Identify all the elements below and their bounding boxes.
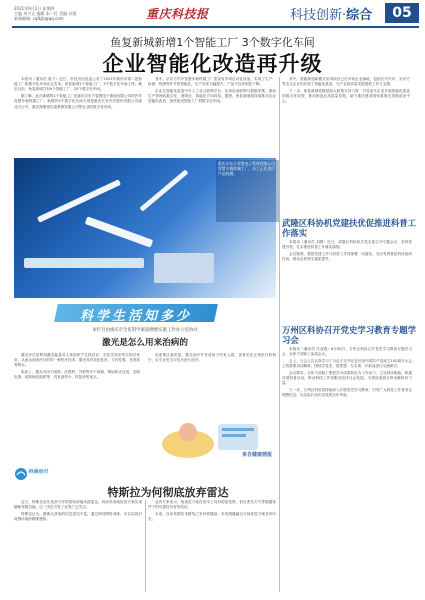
- bottom-banner-label: 科海拾贝: [28, 469, 49, 475]
- robot-arm-shape: [139, 169, 188, 211]
- paragraph: 本报讯（通讯员 敖力）近日，市经济信息委公布了2021年重庆市第二批智能工厂和数字化车间认定名单，鱼复新城1个智能工厂、3个数字化车间上榜。截至目前，鱼复新城共有9个智能工厂、20个数字化车间。: [14, 77, 142, 92]
- illustration: [148, 414, 276, 462]
- paragraph: 会议要求，全体干部职工要把学习成果转化为工作动力，立足科协职能，积极开展科普活动，推动科技工作者服务经济社会发展，为建设美丽万州贡献科协力量。: [282, 370, 412, 386]
- column-divider: [145, 500, 146, 592]
- email-line: 新闻邮箱: cqfkjb@qq.com: [14, 16, 64, 21]
- story2-headline: 武隆区科协机党建扶优促推进科普工作落实: [282, 218, 416, 238]
- section-name: 科技创新: [290, 8, 343, 23]
- paragraph: 未来，自动驾驶技术路线之争仍将继续，多传感器融合与纯视觉方案各有所长。: [148, 511, 276, 522]
- science-column-2: [148, 353, 276, 413]
- bottom-column-1: [14, 500, 142, 592]
- paragraph: 近日，特斯拉宣布其部分车型将取消毫米波雷达，转而采用纯视觉方案实现辅助驾驶功能。这一决定引发了业界广泛关注。: [14, 500, 142, 510]
- column-divider: [279, 77, 280, 592]
- paragraph: 临床上，激光可用于眼科、皮肤科、外科等多个领域，例如矫正近视、去除色斑、切除病变组织等，具有创伤小、恢复快的优点。: [14, 370, 140, 380]
- paragraph: 业内专家表示，纯视觉方案在成本上具有明显优势，但在恶劣天气等极端条件下的可靠性仍有待验证。: [148, 500, 276, 510]
- paragraph: 据了解，此次新增的1个智能工厂是重庆京东方智慧电子系统有限公司的汽车智慧车载终端工厂；新增的3个数字化车间分别是重庆长安汽车股份有限公司渝北分公司、重庆海德世拉索系统有限公司等企业的数字化车间。: [14, 94, 142, 109]
- date-line: 2021年9月2日 星期四: [14, 6, 55, 11]
- science-column-1: [14, 353, 140, 461]
- issue-info: [14, 6, 76, 21]
- paragraph: 特斯拉认为，摄像头获取的信息更加丰富，通过神经网络训练，可以实现对周围环境的精准感知。: [14, 511, 142, 522]
- paragraph: 其中，京东方汽车智慧车载终端工厂建设有多项自动化设备，实现了生产、检测、物流等环节的智能化，生产效率大幅提升，产品不良率明显下降。: [148, 77, 276, 87]
- bottom-banner: [14, 466, 94, 482]
- robot-arm-shape: [37, 179, 121, 222]
- lead-column-2: [148, 77, 276, 152]
- lead-column-3: [282, 77, 410, 215]
- paragraph: 企业在智能化改造中引入工业互联网平台，实现设备联网与数据采集，推动生产管理向数字化、网络化、智能化方向转变。据悉，鱼复新城将持续推动企业智能化改造，加快建设智能工厂和数字化车间。: [148, 88, 276, 104]
- shell-icon: [14, 467, 28, 481]
- paragraph: 下一步，万州区科协将持续深入开展党史学习教育，引导广大科技工作者坚定理想信念，以实际行动庆祝党的百年华诞。: [282, 387, 412, 398]
- section-dot: ·: [342, 8, 347, 23]
- page-number: 05: [385, 3, 419, 23]
- conveyor-shape: [24, 258, 144, 268]
- lead-column-1: [14, 77, 142, 152]
- editor-line: 主编 刘兴正 编辑 朱一钉 美编 苏强: [14, 11, 77, 16]
- header-rule: [12, 26, 419, 28]
- machine-shape: [154, 253, 214, 283]
- paragraph: 本报讯（通讯员 刘慧）近日，武隆区科协机关党支部召开专题会议，坚持党建引领，扎实推进科普工作落实落细。: [282, 240, 412, 250]
- section-sub: 综合: [346, 8, 373, 23]
- story3-body: [282, 347, 412, 579]
- robot-arm-shape: [85, 216, 154, 247]
- paragraph: 但需要注意的是，激光治疗并非适用于所有人群，患者应在正规医疗机构中，由专业医生评估后进行治疗。: [148, 353, 276, 363]
- photo-caption: 重庆京东方智慧电子系统有限公司智慧车载终端工厂，员工正在进行产品检测。: [216, 160, 280, 222]
- science-banner-title: 科学生活知多少: [79, 309, 192, 324]
- lead-headline: 企业智能化改造再升级: [102, 52, 323, 76]
- lead-kicker: 鱼复新城新增1个智能工厂 3个数字化车间: [110, 36, 315, 49]
- sticker-label: 来自健康画报: [241, 452, 272, 458]
- science-banner: [26, 302, 246, 326]
- science-subtitle: 本栏目由重庆市全民科学素质纲要实施工作办公室协办: [92, 328, 198, 333]
- paragraph: 其中，智能制造新模式应用项目已在多家企业落地，包括长安汽车、京东方等龙头企业均开展了智能化改造，为产业高质量发展提供了有力支撑。: [282, 77, 410, 87]
- paragraph: 下一步，鱼复新城将继续加大政策支持力度，引导更多企业开展智能化改造和数字化转型，推动制造业高质量发展，助力重庆建设国家重要先进制造业中心。: [282, 88, 410, 104]
- science-headline: 激光是怎么用来治病的: [102, 338, 188, 348]
- bottom-column-2: [148, 500, 276, 592]
- masthead-logo: 重庆科技报: [146, 7, 209, 21]
- story3-headline: 万州区科协召开党史学习教育专题学习会: [282, 325, 416, 345]
- paragraph: 会议强调，要把党建工作与科普工作同部署、同落实，充分发挥基层科协组织作用，推动全民科学素质提升。: [282, 251, 412, 262]
- section-title: [290, 4, 372, 23]
- paragraph: 激光疗法是利用激光能量对人体组织产生热效应、光化学效应等生物学作用，从而达到治疗目的的一种医疗技术。激光具有单色性好、方向性强、亮度高等特点。: [14, 353, 140, 368]
- paragraph: 会上，与会人员认真学习了习近平总书记在庆祝中国共产党成立100周年大会上的重要讲话精神，围绕学党史、悟思想、办实事、开新局进行交流研讨。: [282, 358, 412, 369]
- paragraph: 本报讯（通讯员 代双晓）8月30日，万州区科协召开党史学习教育专题学习会，全体干部职工参加会议。: [282, 347, 412, 357]
- bottom-headline: 特斯拉为何彻底放弃雷达: [107, 486, 229, 499]
- story2-body: [282, 240, 412, 320]
